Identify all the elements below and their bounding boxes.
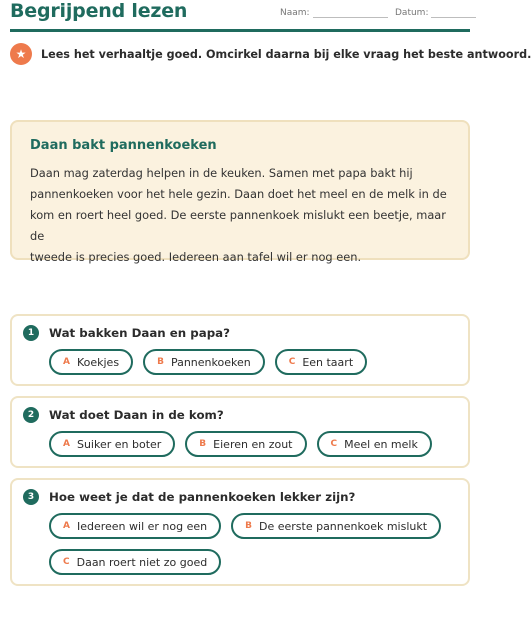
question-number: 1 (23, 325, 39, 341)
option-letter: C (288, 357, 296, 367)
star-icon: ★ (10, 43, 32, 65)
option-label: De eerste pannenkoek mislukt (258, 519, 428, 533)
option-label: Eieren en zout (213, 437, 293, 451)
date-label: Datum: (395, 8, 429, 18)
option-letter: B (157, 357, 164, 367)
option-letter: B (245, 521, 252, 531)
story-card (10, 120, 470, 264)
option-letter: A (63, 357, 70, 367)
option-letter: B (199, 439, 207, 449)
answer-options (49, 349, 464, 375)
question-card-1 (10, 314, 470, 386)
answer-option-b[interactable] (231, 513, 441, 539)
answer-option-c[interactable] (317, 431, 432, 457)
option-label: Pannenkoeken (170, 355, 251, 369)
question-text: Wat bakken Daan en papa? (49, 326, 230, 340)
name-label: Naam: (280, 8, 310, 18)
date-field[interactable] (395, 8, 476, 18)
answer-option-a[interactable] (49, 513, 221, 539)
instruction-text: Lees het verhaaltje goed. Omcirkel daarna bij elke vraag het beste antwoord. (41, 47, 531, 61)
story-text (30, 163, 450, 268)
option-letter: C (63, 557, 70, 567)
instruction (10, 42, 531, 66)
question-number: 2 (23, 407, 39, 423)
page-title: Begrijpend lezen (10, 0, 188, 22)
answer-options (49, 513, 464, 575)
answer-option-a[interactable] (49, 349, 133, 375)
question-text: Hoe weet je dat de pannenkoeken lekker zijn? (49, 490, 356, 504)
date-line[interactable] (431, 9, 476, 18)
answer-option-b[interactable] (185, 431, 306, 457)
option-label: Meel en melk (344, 437, 418, 451)
option-label: Daan roert niet zo goed (76, 555, 208, 569)
option-letter: A (63, 439, 70, 449)
story-line: tweede is precies goed. Iedereen aan tafel wil er nog een. (30, 250, 362, 264)
answer-option-a[interactable] (49, 431, 175, 457)
option-label: Suiker en boter (76, 437, 162, 451)
question-card-3 (10, 478, 470, 586)
story-line: kom en roert heel goed. De eerste pannenkoek mislukt een beetje, maar de (30, 208, 446, 243)
option-label: Iedereen wil er nog een (76, 519, 208, 533)
story-title: Daan bakt pannenkoeken (30, 138, 217, 153)
question-card-2 (10, 396, 470, 468)
story-line: Daan mag zaterdag helpen in de keuken. Samen met papa bakt hij (30, 166, 413, 180)
option-label: Een taart (302, 355, 354, 369)
answer-option-b[interactable] (143, 349, 265, 375)
option-letter: C (330, 439, 338, 449)
name-line[interactable] (313, 9, 388, 18)
answer-option-c[interactable] (49, 549, 221, 575)
worksheet-header (10, 0, 470, 32)
answer-option-c[interactable] (275, 349, 367, 375)
question-text: Wat doet Daan in de kom? (49, 408, 224, 422)
name-field[interactable] (280, 8, 388, 18)
option-letter: A (63, 521, 70, 531)
story-line: pannenkoeken voor het hele gezin. Daan doet het meel en de melk in de (30, 187, 447, 201)
option-label: Koekjes (76, 355, 120, 369)
question-number: 3 (23, 489, 39, 505)
answer-options (49, 431, 464, 457)
